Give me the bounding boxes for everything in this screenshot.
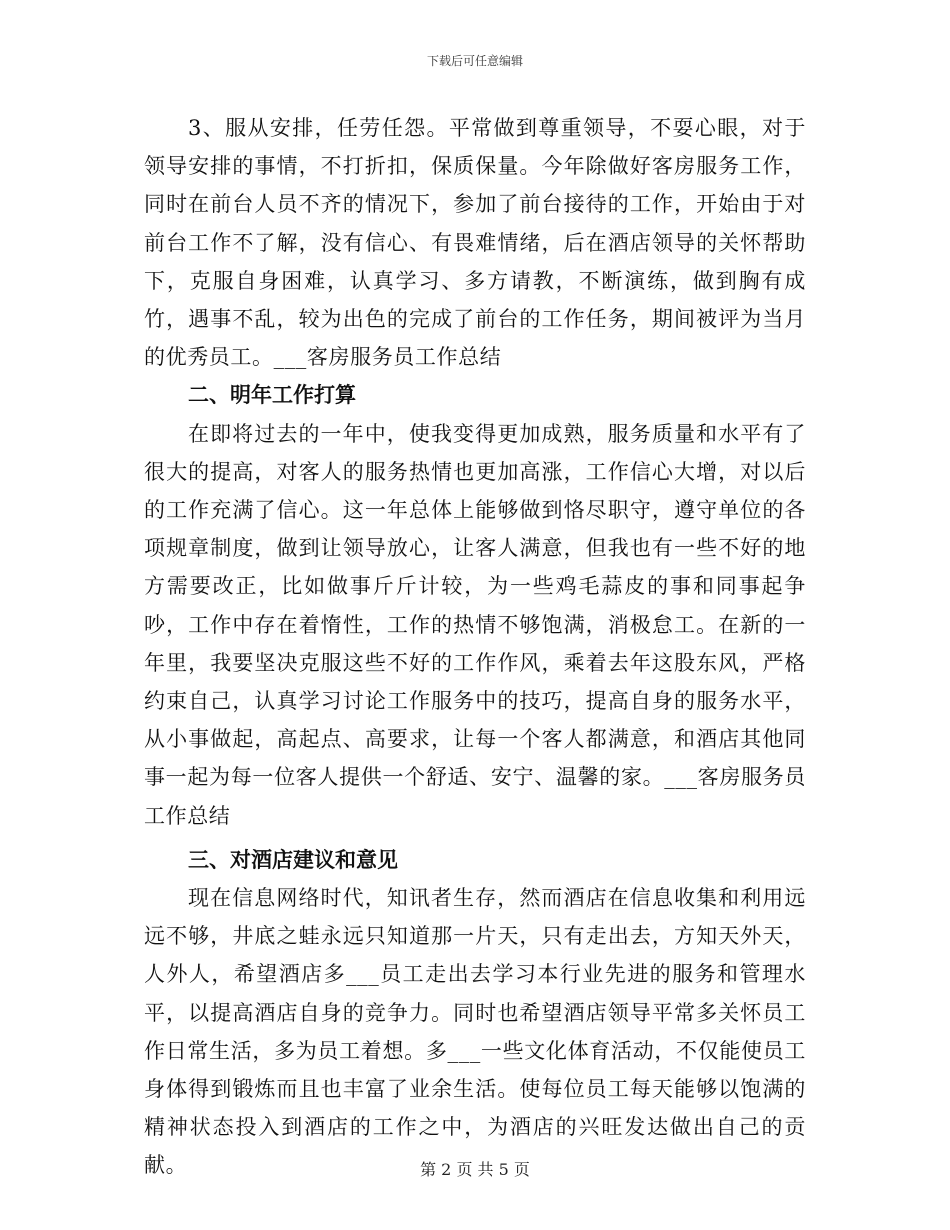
section-heading-next-year-plan: 二、明年工作打算 <box>188 383 356 408</box>
page-header: 下载后可任意编辑 <box>426 54 523 68</box>
document-body <box>144 109 806 1185</box>
paragraph-next-year-plan: 在即将过去的一年中，使我变得更加成熟，服务质量和水平有了很大的提高，对客人的服务热情也更加高涨，工作信心大增，对以后的工作充满了信心。这一年总体上能够做到恪尽职守，遵守单位的各项规章制度，做到让领导放心，让客人满意，但我也有一些不好的地方需要改正，比如做事斤斤计较，为一些鸡毛蒜皮的事和同事起争吵，工作中存在着惰性，工作的热情不够饱满，消极怠工。在新的一年里，我要坚决克服这些不好的工作作风，乘着去年这股东风，严格约束自己，认真学习讨论工作服务中的技巧，提高自身的服务水平，从小事做起，高起点、高要求，让每一个客人都满意，和酒店其他同事一起为每一位客人提供一个舒适、安宁、温馨的家。___客房服务员工作总结 <box>144 421 806 828</box>
page-number: 第 2 页 共 5 页 <box>420 1160 530 1179</box>
paragraph-suggestions: 现在信息网络时代，知讯者生存，然而酒店在信息收集和利用远远不够，井底之蛙永远只知道那一片天，只有走出去，方知天外天，人外人，希望酒店多___员工走出去学习本行业先进的服务和管理水平，以提高酒店自身的竞争力。同时也希望酒店领导平常多关怀员工作日常生活，多为员工着想。多___一些文化体育活动，不仅能使员工身体得到锻炼而且也丰富了业余生活。使每位员工每天能够以饱满的精神状态投入到酒店的工作之中，为酒店的兴旺发达做出自己的贡献。 <box>144 886 806 1178</box>
paragraph-service-attitude: 3、服从安排，任劳任怨。平常做到尊重领导，不耍心眼，对于领导安排的事情，不打折扣，保质保量。今年除做好客房服务工作，同时在前台人员不齐的情况下，参加了前台接待的工作，开始由于对前台工作不了解，没有信心、有畏难情绪，后在酒店领导的关怀帮助下，克服自身困难，认真学习、多方请教，不断演练，做到胸有成竹，遇事不乱，较为出色的完成了前台的工作任务，期间被评为当月的优秀员工。___客房服务员工作总结 <box>144 116 806 370</box>
section-heading-suggestions: 三、对酒店建议和意见 <box>188 847 398 872</box>
